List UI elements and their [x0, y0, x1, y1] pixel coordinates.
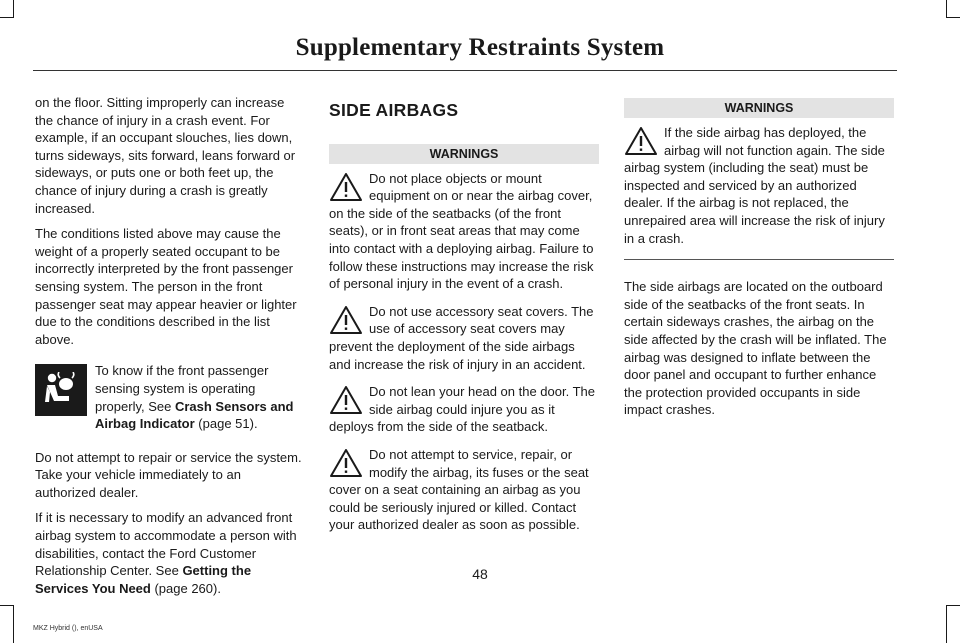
warning-triangle-icon — [329, 385, 363, 415]
warning-item — [329, 303, 599, 373]
column-2 — [329, 94, 599, 544]
airbag-indicator-icon — [35, 364, 87, 416]
warning-text: If the side airbag has deployed, the airbag will not function again. The side airbag system (including the seat) must be inspected and serviced by an authorized dealer. If the airbag is not replaced, the unrepaired area will increase the risk of injury in a crash. — [624, 125, 885, 246]
indicator-note — [35, 362, 305, 432]
document-id: MKZ Hybrid (), enUSA — [33, 625, 103, 632]
crop-mark — [13, 605, 14, 643]
warning-text: Do not lean your head on the door. The side airbag could injure you as it deploys from the side of the seatback. — [329, 384, 595, 435]
warning-item — [329, 170, 599, 293]
warnings-header: WARNINGS — [329, 144, 599, 164]
paragraph: Do not attempt to repair or service the system. Take your vehicle immediately to an authorized dealer. — [35, 449, 302, 500]
paragraph — [35, 509, 305, 597]
warning-item — [329, 446, 599, 534]
section-divider — [624, 259, 894, 260]
crop-mark — [13, 0, 14, 18]
crop-mark — [0, 605, 13, 606]
column-3 — [624, 98, 894, 427]
crop-mark — [0, 17, 13, 18]
crop-mark — [946, 0, 947, 18]
paragraph: The conditions listed above may cause the weight of a properly seated occupant to be incorrectly interpreted by the front passenger sensing system. The person in the front passenger seat may appear heavier or lighter due to the conditions described in the list above. — [35, 226, 297, 347]
page-title: Supplementary Restraints System — [295, 34, 665, 61]
page-number: 48 — [472, 566, 488, 582]
page-reference: (page 51). — [194, 416, 258, 432]
column-1 — [35, 94, 305, 605]
cross-reference-link[interactable]: Getting the Services You Need — [35, 563, 252, 596]
warning-triangle-icon — [329, 305, 363, 335]
paragraph: on the floor. Sitting improperly can increase the chance of injury in a crash event. For example, if an occupant slouches, lies down, turns sideways, sits forward, leans forward or sideways, or puts one or both feet up, the chance of injury during a crash is greatly increased. — [35, 95, 296, 216]
paragraph: The side airbags are located on the outboard side of the seatbacks of the front seats. In certain sideways crashes, the airbag on the side affected by the crash will be inflated. The airbag was designed to inflate between the door panel and occupant to further enhance the protection provided occupants in side impact crashes. — [624, 279, 887, 418]
warnings-header: WARNINGS — [624, 98, 894, 118]
warning-text: Do not attempt to service, repair, or modify the airbag, its fuses or the seat cover on a seat containing an airbag as you could be seriously injured or killed. Contact your authorized dealer as soon as possible. — [329, 446, 589, 533]
crop-mark — [947, 605, 960, 606]
warning-item — [624, 124, 894, 247]
warning-triangle-icon — [329, 448, 363, 478]
warning-triangle-icon — [329, 172, 363, 202]
paragraph-text: If it is necessary to modify an advanced front airbag system to accommodate a person with disabilities, contact the Ford Customer Relationship Center. See — [35, 510, 297, 579]
section-heading: SIDE AIRBAGS — [329, 100, 459, 120]
crop-mark — [947, 17, 960, 18]
cross-reference-link[interactable]: Crash Sensors and Airbag Indicator — [95, 398, 294, 432]
crop-mark — [946, 605, 947, 643]
note-text: To know if the front passenger sensing system is operating properly, See — [95, 363, 269, 414]
warning-item — [329, 383, 599, 436]
warning-triangle-icon — [624, 126, 658, 156]
warning-text: Do not place objects or mount equipment on or near the airbag cover, on the side of the seatbacks (of the front seats), or in front seat areas that may come into contact with a deploying airbag. Failure to follow these instructions may increase the risk of personal injury in the event of a crash. — [329, 170, 594, 292]
warning-text: Do not use accessory seat covers. The use of accessory seat covers may prevent the deployment of the side airbags and increase the risk of injury in an accident. — [329, 303, 594, 372]
page-reference: (page 260). — [150, 580, 221, 596]
title-divider — [33, 70, 897, 71]
